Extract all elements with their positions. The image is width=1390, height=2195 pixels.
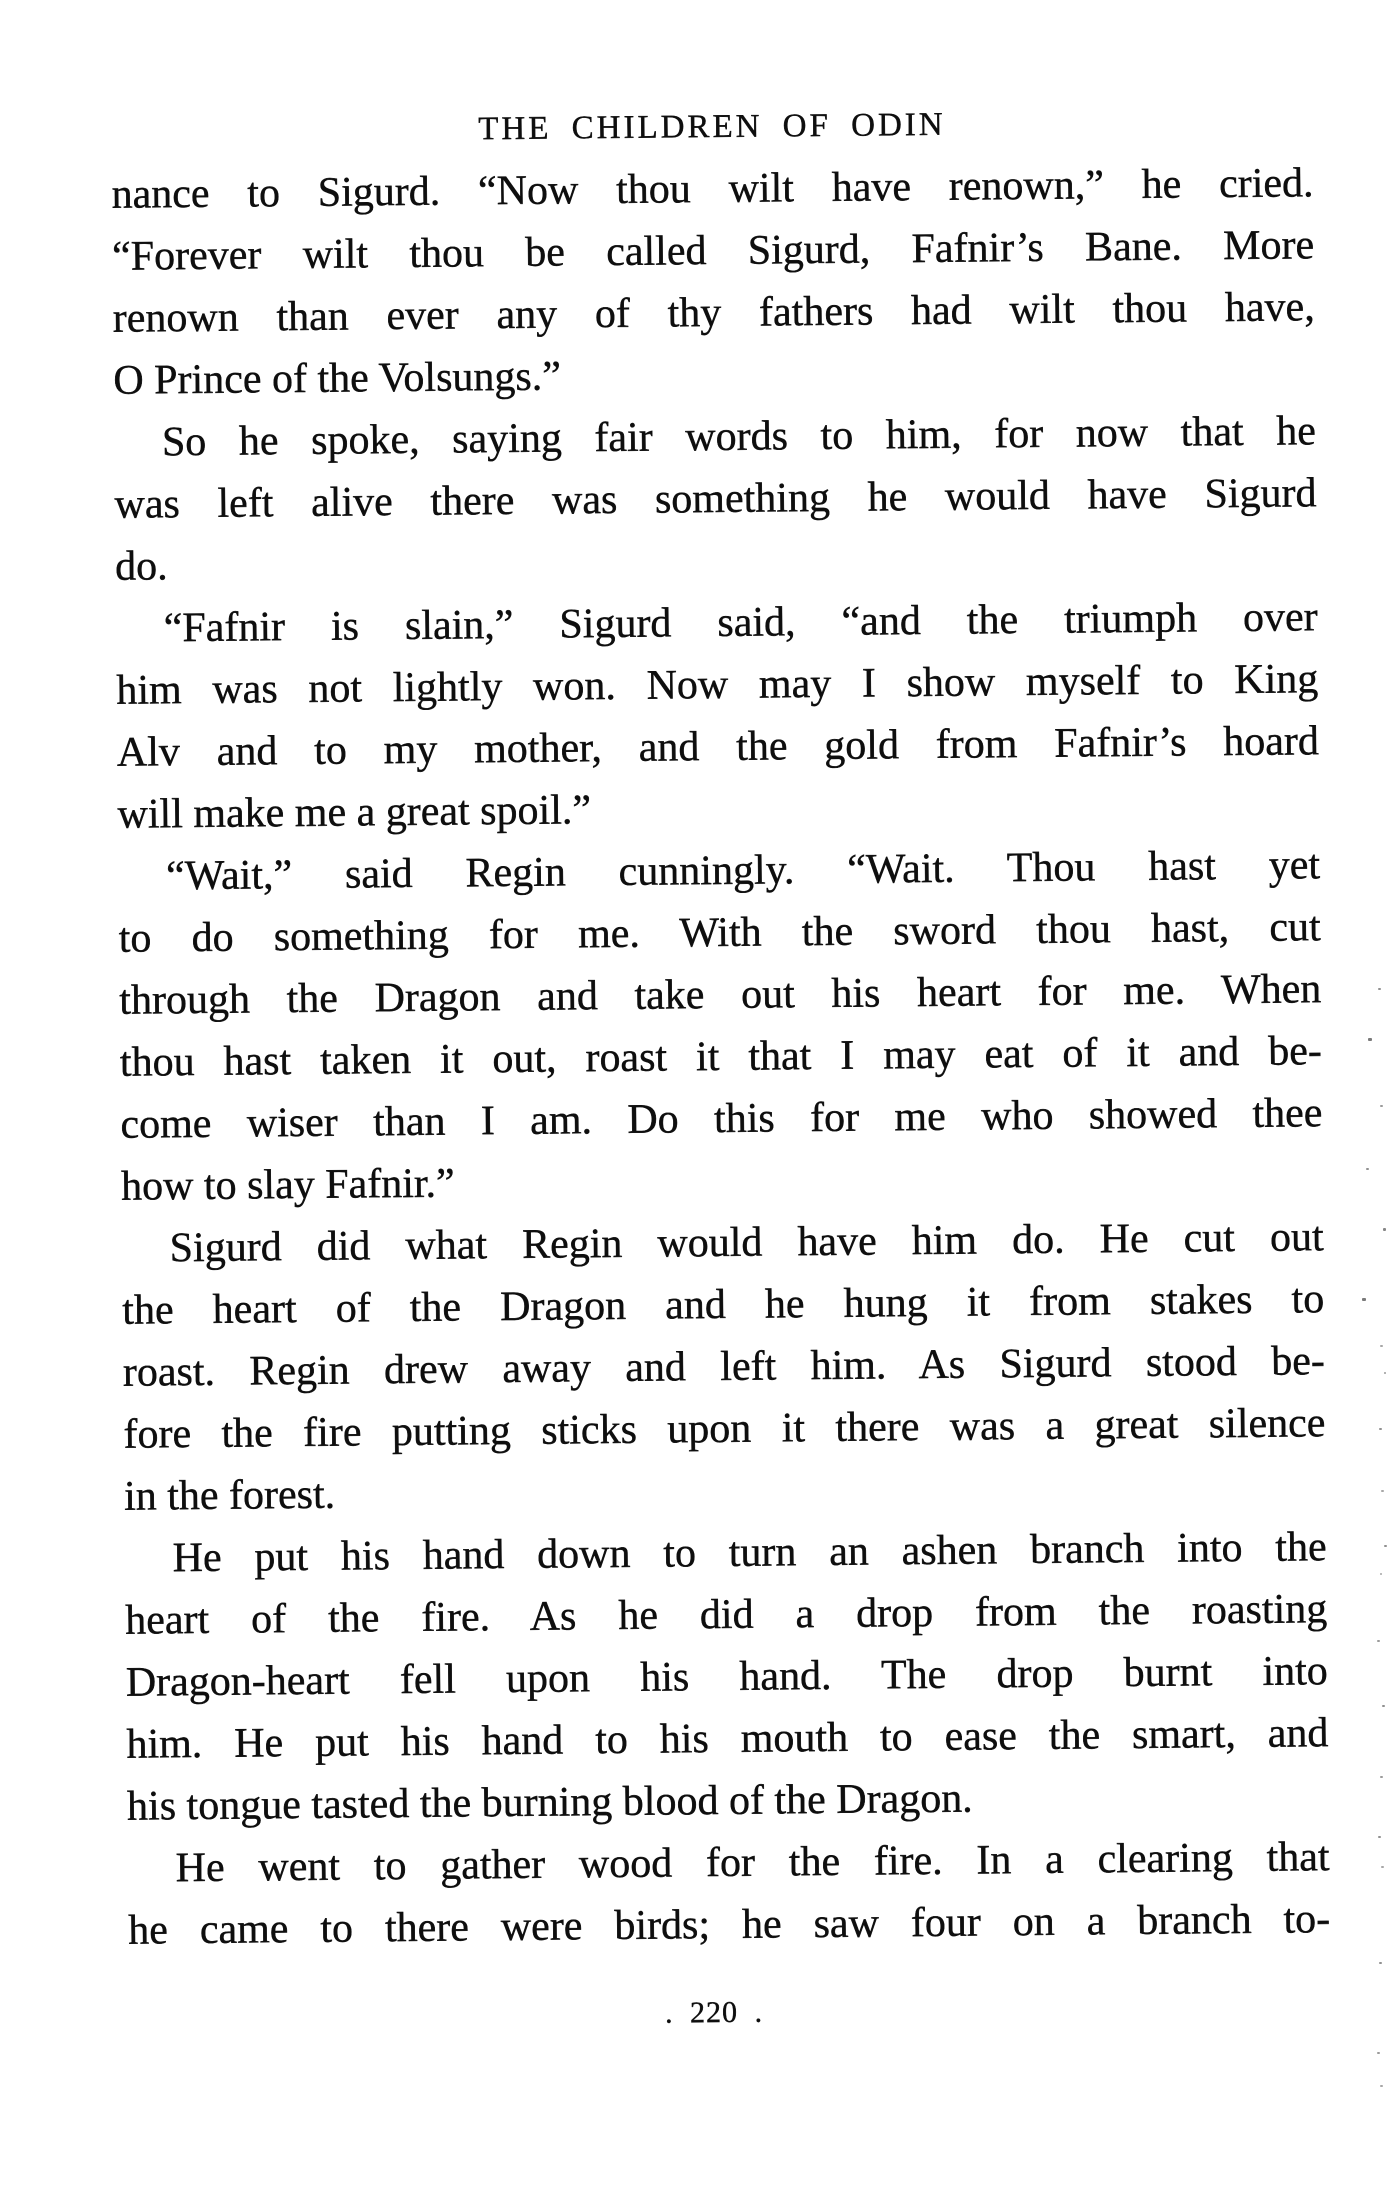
- paragraph: [127, 1826, 1330, 1962]
- paragraph: [111, 152, 1315, 412]
- text-line: come wiser than I am. Do this for me who showed thee: [120, 1090, 1323, 1148]
- text-line: O Prince of the Volsungs.”: [113, 353, 562, 404]
- scan-speck: [1377, 1640, 1380, 1642]
- paragraph: [114, 400, 1318, 598]
- text-line: how to slay Fafnir.”: [120, 1160, 455, 1210]
- text-line: his tongue tasted the burning blood of the Dragon.: [126, 1775, 973, 1830]
- scan-speck: [1378, 988, 1381, 990]
- text-line: will make me a great spoil.”: [117, 787, 592, 838]
- text-line: to do something for me. With the sword thou hast, cut: [118, 904, 1321, 962]
- page-number: . 220 .: [664, 1995, 764, 2030]
- scan-speck: [1368, 1038, 1372, 1041]
- paragraph: [121, 1206, 1326, 1528]
- text-line: Sigurd did what Regin would have him do. He cut out: [169, 1214, 1324, 1272]
- text-line: thou hast taken it out, roast it that I may eat of it and be-: [119, 1028, 1323, 1086]
- paragraph: [118, 834, 1324, 1218]
- text-line: him. He put his hand to his mouth to ease the smart, and: [126, 1710, 1329, 1768]
- scan-speck: [1381, 1490, 1384, 1492]
- text-line: “Fafnir is slain,” Sigurd said, “and the triumph over: [163, 594, 1318, 652]
- text-line: he came to there were birds; he saw four on a branch to-: [128, 1896, 1331, 1954]
- text-line: roast. Regin drew away and left him. As Sigurd stood be-: [122, 1338, 1326, 1396]
- text-line: in the forest.: [123, 1471, 336, 1520]
- scan-speck: [1383, 1228, 1386, 1231]
- text-line: Alv and to my mother, and the gold from Fafnir’s hoard: [116, 718, 1320, 776]
- text-line: him was not lightly won. Now may I show myself to King: [116, 656, 1319, 714]
- scan-speck: [1362, 1298, 1366, 1301]
- text-line: nance to Sigurd. “Now thou wilt have renown,” he cried.: [111, 160, 1314, 218]
- text-line: “Forever wilt thou be called Sigurd, Fafnir’s Bane. More: [111, 222, 1315, 280]
- scan-speck: [1378, 1836, 1381, 1838]
- scan-speck: [1381, 1866, 1384, 1868]
- text-line: renown than ever any of thy fathers had wilt thou have,: [112, 284, 1315, 342]
- text-line: the heart of the Dragon and he hung it from stakes to: [122, 1276, 1325, 1334]
- scan-speck: [1379, 1428, 1382, 1430]
- scan-speck: [1382, 1705, 1385, 1707]
- text-line: He went to gather wood for the fire. In a clearing that: [175, 1834, 1330, 1892]
- page-body: [111, 152, 1330, 1961]
- text-line: He put his hand down to turn an ashen branch into the: [172, 1524, 1327, 1582]
- scan-speck: [1384, 1545, 1387, 1547]
- scan-speck: [1380, 1345, 1383, 1347]
- text-line: was left alive there was something he would have Sigurd: [114, 470, 1317, 528]
- scan-speck: [1377, 2052, 1380, 2054]
- scan-speck: [1380, 1573, 1382, 1575]
- scan-speck: [1380, 1776, 1383, 1778]
- text-line: do.: [114, 543, 168, 590]
- text-line: So he spoke, saying fair words to him, for now that he: [161, 408, 1317, 466]
- text-line: “Wait,” said Regin cunningly. “Wait. Thou hast yet: [165, 842, 1321, 900]
- scan-speck: [1384, 1372, 1386, 1374]
- paragraph: [124, 1516, 1329, 1838]
- text-line: Dragon-heart fell upon his hand. The drop burnt into: [125, 1648, 1329, 1706]
- scan-speck: [1366, 1168, 1369, 1170]
- text-block: [111, 90, 1332, 2049]
- scan-speck: [1380, 1105, 1383, 1107]
- text-line: heart of the fire. As he did a drop from the roasting: [125, 1586, 1328, 1644]
- paragraph: [115, 586, 1319, 846]
- text-line: through the Dragon and take out his heart for me. When: [119, 966, 1322, 1024]
- scan-speck: [1380, 2085, 1383, 2087]
- running-header: THE CHILDREN OF ODIN: [478, 106, 946, 148]
- scan-speck: [1379, 1962, 1382, 1964]
- text-line: fore the fire putting sticks upon it there was a great silence: [123, 1400, 1326, 1458]
